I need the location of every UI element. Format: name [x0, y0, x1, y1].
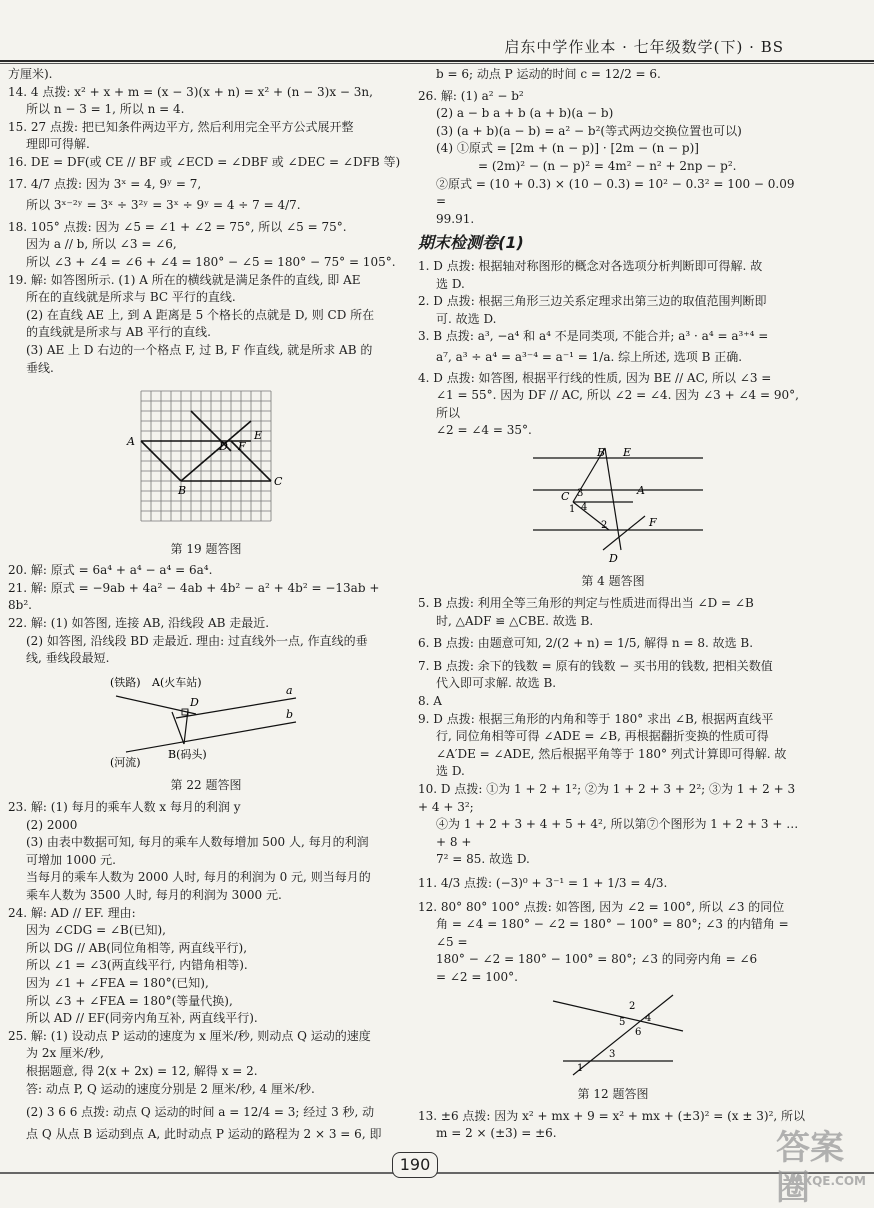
text-line: (2) 2000 — [26, 817, 78, 832]
text-line: 13. ±6 点拨: 因为 x² + mx + 9 = x² + mx + (±3)² = (x ± 3)², 所以 — [418, 1108, 806, 1123]
text-line: 99.91. — [436, 211, 475, 226]
text-line: 垂线. — [26, 360, 54, 375]
line-b — [126, 722, 296, 752]
label-1: 1 — [577, 1062, 584, 1074]
text-line: ∠1 = 55°. 因为 DF // AC, 所以 ∠2 = ∠4. 因为 ∠3 + ∠4 = 90°, 所以 — [436, 388, 799, 420]
line-upper — [553, 1001, 683, 1031]
text-line: 22. 解: (1) 如答图, 连接 AB, 沿线段 AB 走最近. — [8, 616, 270, 631]
text-line: 26. 解: (1) a² − b² — [418, 88, 524, 103]
label-2: 2 — [601, 519, 608, 531]
section-title: 期末检测卷(1) — [418, 233, 524, 253]
text-line: = ∠2 = 100°. — [436, 969, 518, 984]
text-line: 180° − ∠2 = 180° − 100° = 80°; ∠3 的同旁内角 = ∠6 — [436, 952, 758, 967]
label-5: 5 — [619, 1016, 626, 1028]
text-line: 16. DE = DF(或 CE // BF 或 ∠ECD = ∠DBF 或 ∠DEC = ∠DFB 等) — [8, 154, 401, 169]
label-2: 2 — [629, 1000, 636, 1012]
watermark-text: 答案圈 — [776, 1128, 844, 1208]
text-line: ②原式 = (10 + 0.3) × (10 − 0.3) = 10² − 0.3² = 100 − 0.09 = — [436, 176, 795, 209]
left-column — [8, 66, 404, 1143]
label-d: D — [219, 440, 228, 454]
label-station: A(火车站) — [152, 675, 202, 689]
label-1: 1 — [569, 503, 576, 515]
text-line: 7² = 85. 故选 D. — [436, 852, 530, 867]
text-line: 当每月的乘车人数为 2000 人时, 每月的利润为 0 元, 则当每月的 — [26, 870, 371, 885]
figure-19 — [8, 381, 404, 537]
text-line: 14. 4 点拨: x² + x + m = (x − 3)(x + n) = x² + (n − 3)x − 3n, — [8, 84, 373, 99]
text-line: (3) AE 上 D 右边的一个格点 F, 过 B, F 作直线, 就是所求 AB 的 — [26, 342, 373, 357]
text-line: 所以 ∠1 = ∠3(两直线平行, 内错角相等). — [26, 958, 248, 973]
text-line: 15. 27 点拨: 把已知条件两边平方, 然后利用完全平方公式展开整 — [8, 119, 354, 134]
grid-diagram-19 — [121, 381, 291, 531]
label-dock: B(码头) — [168, 747, 207, 761]
segment-df — [603, 516, 645, 550]
text-line: 9. D 点拨: 根据三角形的内角和等于 180° 求出 ∠B, 根据两直线平 — [418, 711, 774, 726]
text-line: 10. D 点拨: ①为 1 + 2 + 1²; ②为 1 + 2 + 3 + 2²; ③为 1 + 2 + 3 + 4 + 3²; — [418, 782, 796, 814]
figure-4 — [418, 444, 808, 570]
text-line: (3) 由表中数据可知, 每月的乘车人数每增加 500 人, 每月的利润 — [26, 835, 369, 850]
text-line: 所以 n − 3 = 1, 所以 n = 4. — [26, 102, 185, 117]
label-c: C — [561, 489, 570, 503]
text-line: 根据题意, 得 2(x + 2x) = 12, 解得 x = 2. — [26, 1063, 258, 1078]
text-line: (4) ①原式 = [2m + (n − p)] · [2m − (n − p)] — [436, 141, 699, 156]
text-line: 所以 3ˣ⁻²ʸ = 3ˣ ÷ 3²ʸ = 3ˣ ÷ 9ʸ = 4 ÷ 7 = 4/7. — [26, 198, 301, 213]
segment-bd — [605, 448, 621, 550]
text-line: ∠A′DE = ∠ADE, 然后根据平角等于 180° 列式计算即可得解. 故 — [436, 746, 787, 761]
text-line: b = 6; 动点 P 运动的时间 c = 12/2 = 6. — [436, 67, 661, 81]
text-line: 21. 解: 原式 = −9ab + 4a² − 4ab + 4b² − a² + 4b² = −13ab + 8b². — [8, 580, 380, 613]
figure-22-caption: 第 22 题答图 — [170, 778, 242, 793]
text-line: 行, 同位角相等可得 ∠ADE = ∠B, 再根据翻折变换的性质可得 — [436, 729, 769, 744]
text-line: 20. 解: 原式 = 6a⁴ + a⁴ − a⁴ = 6a⁴. — [8, 563, 213, 578]
parallel-lines-diagram-4 — [513, 444, 713, 564]
map-diagram-22 — [106, 672, 306, 768]
text-line: = (2m)² − (n − p)² = 4m² − n² + 2np − p². — [478, 158, 737, 173]
text-line: m = 2 × (±3) = ±6. — [436, 1126, 557, 1141]
text-line: 点 Q 从点 B 运动到点 A, 此时动点 P 运动的路程为 2 × 3 = 6, 即 — [26, 1126, 382, 1141]
header-title: 启东中学作业本 · 七年级数学(下) · BS — [504, 38, 784, 56]
text-line: 11. 4/3 点拨: (−3)⁰ + 3⁻¹ = 1 + 1/3 = 4/3. — [418, 875, 668, 890]
text-line: 的直线就是所求与 AB 平行的直线. — [26, 325, 211, 340]
label-d: D — [609, 551, 618, 564]
label-river: (河流) — [110, 755, 141, 768]
text-line: 18. 105° 点拨: 因为 ∠5 = ∠1 + ∠2 = 75°, 所以 ∠5 = 75°. — [8, 219, 347, 234]
text-line: 23. 解: (1) 每月的乘车人数 x 每月的利润 y — [8, 800, 241, 815]
header-rule-thin — [0, 63, 874, 64]
text-line: (3) (a + b)(a − b) = a² − b²(等式两边交换位置也可以) — [436, 123, 742, 138]
text-line: 所以 ∠3 + ∠4 = ∠6 + ∠4 = 180° − ∠5 = 180° − 75° = 105°. — [26, 254, 396, 269]
label-a: a — [286, 683, 293, 697]
text-line: 理即可得解. — [26, 137, 90, 152]
label-e: E — [254, 429, 263, 443]
railway-line — [116, 696, 196, 714]
text-line: 3. B 点拨: a³, −a⁴ 和 a⁴ 不是同类项, 不能合并; a³ · a⁴ = a³⁺⁴ = — [418, 329, 769, 344]
text-line: ④为 1 + 2 + 3 + 4 + 5 + 4², 所以第⑦个图形为 1 + 2 + 3 + … + 8 + — [436, 817, 799, 849]
text-line: 所以 DG // AB(同位角相等, 两直线平行), — [26, 940, 248, 955]
text-line: a⁷, a³ ÷ a⁴ = a³⁻⁴ = a⁻¹ = 1/a. 综上所述, 选项 B 正确. — [436, 349, 743, 364]
label-b: b — [286, 707, 294, 721]
label-4: 4 — [645, 1012, 652, 1024]
text-line: (2) 如答图, 沿线段 BD 走最近. 理由: 过直线外一点, 作直线的垂 — [26, 633, 368, 648]
text-line: ∠2 = ∠4 = 35°. — [436, 423, 532, 438]
text-line: 代入即可求解. 故选 B. — [436, 676, 557, 691]
text-line: 4. D 点拨: 如答图, 根据平行线的性质, 因为 BE // AC, 所以 ∠3 = — [418, 370, 772, 385]
text-line: 12. 80° 80° 100° 点拨: 如答图, 因为 ∠2 = 100°, 所以 ∠3 的同位 — [418, 899, 785, 914]
watermark-url: MXQE.COM — [790, 1174, 866, 1188]
text-line: (2) 在直线 AE 上, 到 A 距离是 5 个格长的点就是 D, 则 CD 所在 — [26, 307, 375, 322]
label-f: F — [649, 515, 657, 529]
label-3: 3 — [577, 487, 584, 499]
page-header — [0, 0, 874, 64]
label-a: A — [637, 483, 645, 497]
text-line: (2) 3 6 6 点拨: 动点 Q 运动的时间 a = 12/4 = 3; 经过 3 秒, 动 — [26, 1105, 375, 1120]
text-line: 7. B 点拨: 余下的钱数 = 原有的钱数 − 买书用的钱数, 把相关数值 — [418, 658, 773, 673]
text-line: 因为 ∠CDG = ∠B(已知), — [26, 923, 166, 938]
figure-4-caption: 第 4 题答图 — [581, 574, 645, 589]
label-d: D — [190, 695, 199, 709]
label-rail: (铁路) — [110, 675, 141, 689]
text-line: 所在的直线就是所求与 BC 平行的直线. — [26, 290, 236, 305]
text-line: 19. 解: 如答图所示. (1) A 所在的横线就是满足条件的直线, 即 AE — [8, 272, 361, 287]
label-4: 4 — [581, 501, 588, 513]
angle-diagram-12 — [513, 991, 713, 1077]
text-line: 因为 ∠1 + ∠FEA = 180°(已知), — [26, 975, 209, 990]
label-b: B — [178, 484, 187, 498]
label-b: B — [597, 445, 606, 459]
text-line: 方厘米). — [8, 67, 53, 81]
text-line: 6. B 点拨: 由题意可知, 2/(2 + n) = 1/5, 解得 n = 8. 故选 B. — [418, 636, 754, 651]
text-line: 角 = ∠4 = 180° − ∠2 = 180° − 100° = 80°; ∠3 的内错角 = ∠5 = — [436, 917, 789, 949]
watermark-logo — [776, 1128, 866, 1208]
text-line: 选 D. — [436, 276, 465, 291]
text-line: 乘车人数为 3500 人时, 每月的利润为 3000 元. — [26, 888, 282, 902]
label-3: 3 — [609, 1048, 616, 1060]
text-line: 线, 垂线段最短. — [26, 651, 110, 666]
label-c: C — [274, 475, 283, 489]
text-line: 因为 a // b, 所以 ∠3 = ∠6, — [26, 237, 177, 252]
text-line: (2) a − b a + b (a + b)(a − b) — [436, 106, 614, 121]
text-line: 答: 动点 P, Q 运动的速度分别是 2 厘米/秒, 4 厘米/秒. — [26, 1081, 315, 1096]
figure-19-caption: 第 19 题答图 — [170, 541, 242, 556]
page-number: 190 — [392, 1152, 438, 1178]
figure-22 — [8, 672, 404, 774]
text-line: 8. A — [418, 694, 442, 709]
transversal — [573, 995, 673, 1075]
text-line: 可增加 1000 元. — [26, 852, 116, 867]
figure-12-caption: 第 12 题答图 — [577, 1087, 649, 1102]
right-column — [418, 66, 808, 1143]
text-line: 2. D 点拨: 根据三角形三边关系定理求出第三边的取值范围判断即 — [418, 294, 767, 309]
text-line: 25. 解: (1) 设动点 P 运动的速度为 x 厘米/秒, 则动点 Q 运动的速度 — [8, 1028, 371, 1043]
label-6: 6 — [635, 1026, 642, 1038]
figure-12 — [418, 991, 808, 1083]
text-line: 17. 4/7 点拨: 因为 3ˣ = 4, 9ʸ = 7, — [8, 176, 202, 191]
label-a: A — [127, 435, 135, 449]
text-line: 所以 AD // EF(同旁内角互补, 两直线平行). — [26, 1011, 258, 1026]
text-line: 可. 故选 D. — [436, 311, 497, 326]
text-line: 为 2x 厘米/秒, — [26, 1046, 104, 1061]
text-line: 所以 ∠3 + ∠FEA = 180°(等量代换), — [26, 993, 233, 1008]
text-line: 5. B 点拨: 利用全等三角形的判定与性质进而得出当 ∠D = ∠B — [418, 596, 754, 611]
text-line: 24. 解: AD // EF. 理由: — [8, 905, 136, 920]
label-e: E — [623, 445, 632, 459]
text-line: 选 D. — [436, 764, 465, 779]
header-rule — [0, 60, 874, 62]
label-f: F — [238, 440, 246, 454]
text-line: 时, △ADF ≌ △CBE. 故选 B. — [436, 613, 594, 628]
text-line: 1. D 点拨: 根据轴对称图形的概念对各选项分析判断即可得解. 故 — [418, 258, 763, 273]
